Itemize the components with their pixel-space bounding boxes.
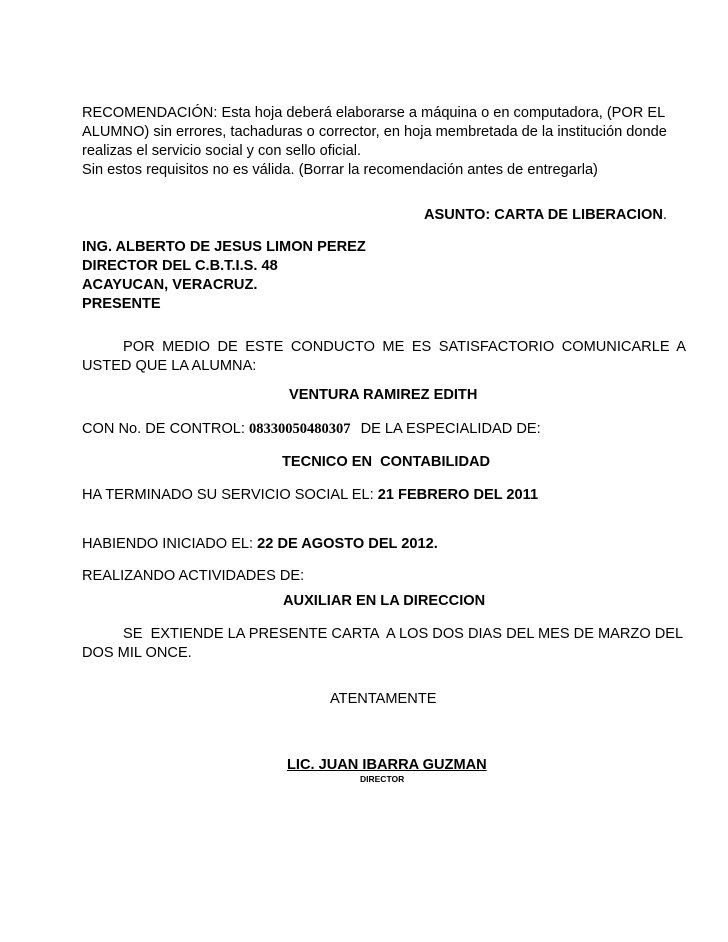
recipient-greeting: PRESENTE: [82, 296, 161, 312]
control-line: [82, 420, 686, 439]
recipient-location: ACAYUCAN, VERACRUZ.: [82, 277, 258, 293]
intro-line: POR MEDIO DE ESTE CONDUCTO ME ES SATISFACTORIO COMUNICARLE A: [123, 339, 686, 355]
recipient-block: [82, 238, 686, 314]
recipient-name: ING. ALBERTO DE JESUS LIMON PEREZ: [82, 239, 366, 255]
started-line: [82, 535, 686, 554]
activities-label: REALIZANDO ACTIVIDADES DE:: [82, 568, 305, 584]
recommendation-line: Sin estos requisitos no es válida. (Borrar la recomendación antes de entregarla): [82, 162, 598, 178]
closing-paragraph: [82, 625, 686, 663]
subject-period: .: [662, 207, 667, 223]
subject-line: [424, 206, 694, 225]
activities: AUXILIAR EN LA DIRECCION: [283, 593, 486, 609]
recommendation-line: realizas el servicio social y con sello oficial.: [82, 143, 362, 159]
closing-line: DOS MIL ONCE.: [82, 645, 192, 661]
salutation: ATENTAMENTE: [330, 691, 437, 707]
recommendation-note: [82, 104, 686, 180]
intro-paragraph: [82, 338, 686, 376]
specialty-label: DE LA ESPECIALIDAD DE:: [360, 421, 541, 437]
recommendation-line: RECOMENDACIÓN: Esta hoja deberá elaborarse a máquina o en computadora, (POR EL: [82, 105, 666, 121]
student-name: VENTURA RAMIREZ EDITH: [289, 387, 478, 403]
subject-text: ASUNTO: CARTA DE LIBERACION: [424, 207, 663, 223]
recommendation-line: ALUMNO) sin errores, tachaduras o corrector, en hoja membretada de la institución donde: [82, 124, 667, 140]
finished-line: [82, 486, 686, 505]
intro-line: USTED QUE LA ALUMNA:: [82, 358, 257, 374]
signer-name: LIC. JUAN IBARRA GUZMAN: [287, 757, 487, 773]
finished-label: HA TERMINADO SU SERVICIO SOCIAL EL:: [82, 487, 374, 503]
started-label: HABIENDO INICIADO EL:: [82, 536, 254, 552]
finished-date: 21 FEBRERO DEL 2011: [377, 487, 539, 503]
control-label: CON No. DE CONTROL:: [82, 421, 245, 437]
control-number: 08330050480307: [249, 421, 351, 437]
signer-role: DIRECTOR: [360, 774, 405, 784]
recipient-title: DIRECTOR DEL C.B.T.I.S. 48: [82, 258, 278, 274]
specialty: TECNICO EN CONTABILIDAD: [282, 454, 491, 470]
closing-line: SE EXTIENDE LA PRESENTE CARTA A LOS DOS DIAS DEL MES DE MARZO DEL: [123, 626, 684, 642]
started-date: 22 DE AGOSTO DEL 2012.: [257, 536, 438, 552]
